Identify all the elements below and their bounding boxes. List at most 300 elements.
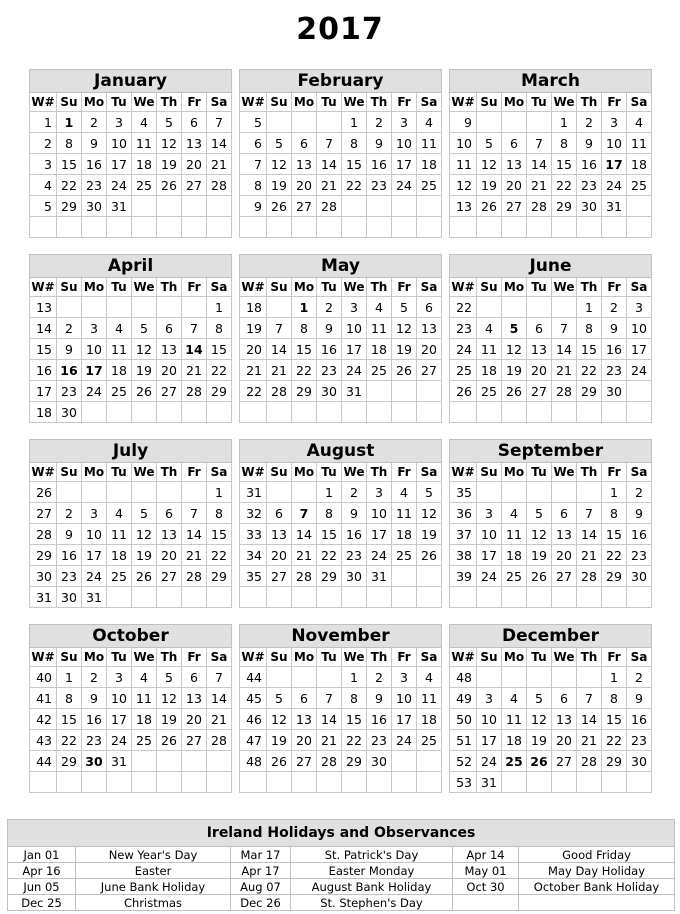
day-cell [157, 482, 182, 503]
holiday-name: Easter [76, 863, 231, 879]
day-cell: 1 [292, 297, 317, 318]
week-row [240, 587, 442, 608]
weekday-header: Mo [82, 93, 107, 112]
day-cell [292, 482, 317, 503]
day-cell: 22 [207, 545, 232, 566]
weekday-header: Th [577, 93, 602, 112]
weekday-header: Su [267, 648, 292, 667]
day-cell: 9 [82, 688, 107, 709]
day-cell: 10 [392, 133, 417, 154]
day-cell: 15 [207, 339, 232, 360]
week-row [30, 381, 232, 402]
day-cell: 7 [527, 133, 552, 154]
day-cell: 8 [317, 503, 342, 524]
day-cell: 23 [82, 730, 107, 751]
day-cell: 9 [342, 503, 367, 524]
weekday-header: W# [240, 463, 267, 482]
holiday-name: May Day Holiday [519, 863, 675, 879]
week-row [240, 217, 442, 238]
day-cell [207, 772, 232, 793]
weekday-header: Su [477, 93, 502, 112]
day-cell [317, 112, 342, 133]
week-number [30, 217, 57, 238]
weekday-header: Mo [292, 93, 317, 112]
holiday-name: June Bank Holiday [76, 879, 231, 895]
week-number [240, 772, 267, 793]
day-cell: 2 [602, 297, 627, 318]
day-cell: 14 [182, 339, 207, 360]
holiday-row [8, 847, 675, 863]
day-cell: 21 [317, 730, 342, 751]
day-cell [392, 196, 417, 217]
day-cell: 16 [627, 524, 652, 545]
day-cell [527, 482, 552, 503]
week-number: 26 [450, 381, 477, 402]
day-cell: 28 [207, 175, 232, 196]
day-cell: 4 [627, 112, 652, 133]
day-cell: 20 [527, 360, 552, 381]
day-cell: 31 [82, 587, 107, 608]
day-cell: 10 [392, 688, 417, 709]
weekday-header: We [132, 463, 157, 482]
week-row [240, 133, 442, 154]
day-cell [502, 587, 527, 608]
day-cell: 1 [577, 297, 602, 318]
day-cell: 5 [527, 688, 552, 709]
week-number: 23 [450, 318, 477, 339]
weekday-header: Su [267, 463, 292, 482]
day-cell [502, 217, 527, 238]
day-cell: 13 [527, 339, 552, 360]
day-cell: 2 [342, 482, 367, 503]
weekday-header: Sa [417, 463, 442, 482]
week-number: 26 [30, 482, 57, 503]
day-cell: 13 [552, 709, 577, 730]
day-cell [317, 402, 342, 423]
day-cell: 14 [292, 524, 317, 545]
day-cell: 28 [577, 751, 602, 772]
holiday-name [519, 895, 675, 911]
day-cell [107, 587, 132, 608]
week-row [450, 566, 652, 587]
week-number: 7 [240, 154, 267, 175]
weekday-header: We [132, 648, 157, 667]
weekday-header: Sa [207, 648, 232, 667]
day-cell [552, 772, 577, 793]
day-cell: 19 [267, 175, 292, 196]
weekday-header: Sa [207, 463, 232, 482]
holiday-name: Good Friday [519, 847, 675, 863]
week-row [30, 482, 232, 503]
week-row [30, 196, 232, 217]
day-cell [207, 402, 232, 423]
day-cell [577, 402, 602, 423]
weekday-header: We [342, 278, 367, 297]
day-cell [317, 772, 342, 793]
day-cell: 13 [502, 154, 527, 175]
day-cell [552, 297, 577, 318]
day-cell: 18 [367, 339, 392, 360]
day-cell [417, 751, 442, 772]
day-cell: 19 [527, 730, 552, 751]
day-cell: 10 [477, 709, 502, 730]
week-number: 17 [30, 381, 57, 402]
week-number: 27 [30, 503, 57, 524]
weekday-header: Th [367, 648, 392, 667]
day-cell: 22 [577, 360, 602, 381]
week-row [450, 360, 652, 381]
day-cell [627, 381, 652, 402]
day-cell: 27 [552, 751, 577, 772]
week-number [450, 217, 477, 238]
day-cell [602, 772, 627, 793]
day-cell [602, 402, 627, 423]
day-cell: 26 [267, 196, 292, 217]
week-row [450, 709, 652, 730]
week-row [30, 154, 232, 175]
day-cell: 26 [417, 545, 442, 566]
weekday-header: Tu [527, 648, 552, 667]
day-cell: 3 [477, 688, 502, 709]
day-cell [367, 217, 392, 238]
day-cell: 8 [57, 133, 82, 154]
day-cell: 20 [552, 730, 577, 751]
day-cell: 12 [527, 709, 552, 730]
weekday-header: Sa [417, 93, 442, 112]
month-name: May [240, 255, 442, 278]
weekday-header: Mo [502, 93, 527, 112]
day-cell: 22 [57, 730, 82, 751]
day-cell: 4 [417, 667, 442, 688]
day-cell: 27 [417, 360, 442, 381]
holiday-name: October Bank Holiday [519, 879, 675, 895]
day-cell [107, 482, 132, 503]
day-cell [267, 772, 292, 793]
weekday-header: W# [240, 93, 267, 112]
day-cell: 7 [577, 688, 602, 709]
week-row [450, 503, 652, 524]
week-number: 5 [240, 112, 267, 133]
week-row [240, 503, 442, 524]
week-number: 52 [450, 751, 477, 772]
day-cell: 6 [157, 503, 182, 524]
day-cell: 29 [342, 751, 367, 772]
weekday-header: Sa [627, 463, 652, 482]
day-cell [317, 217, 342, 238]
weekday-header: W# [30, 93, 57, 112]
day-cell: 14 [317, 709, 342, 730]
day-cell: 31 [342, 381, 367, 402]
day-cell: 14 [552, 339, 577, 360]
day-cell: 27 [292, 751, 317, 772]
day-cell [342, 587, 367, 608]
day-cell: 22 [602, 545, 627, 566]
week-number: 39 [450, 566, 477, 587]
day-cell: 8 [207, 503, 232, 524]
day-cell: 26 [527, 751, 552, 772]
week-row [450, 772, 652, 793]
day-cell: 27 [182, 175, 207, 196]
weekday-header: Sa [417, 648, 442, 667]
week-row [450, 482, 652, 503]
day-cell: 24 [367, 545, 392, 566]
day-cell: 9 [602, 318, 627, 339]
day-cell [182, 196, 207, 217]
day-cell: 21 [207, 709, 232, 730]
day-cell: 16 [577, 154, 602, 175]
day-cell: 6 [182, 112, 207, 133]
day-cell: 20 [292, 175, 317, 196]
day-cell: 9 [367, 688, 392, 709]
day-cell: 7 [577, 503, 602, 524]
week-row [450, 751, 652, 772]
day-cell [57, 297, 82, 318]
day-cell: 7 [317, 133, 342, 154]
month-name: November [240, 625, 442, 648]
day-cell: 4 [367, 297, 392, 318]
day-cell: 26 [157, 730, 182, 751]
day-cell [392, 772, 417, 793]
day-cell: 6 [292, 688, 317, 709]
day-cell: 29 [552, 196, 577, 217]
weekday-header: W# [30, 463, 57, 482]
week-number: 30 [30, 566, 57, 587]
day-cell: 30 [82, 751, 107, 772]
day-cell: 23 [82, 175, 107, 196]
weekday-header: Th [157, 93, 182, 112]
day-cell [627, 217, 652, 238]
day-cell [267, 482, 292, 503]
day-cell: 20 [552, 545, 577, 566]
day-cell: 31 [477, 772, 502, 793]
week-number: 34 [240, 545, 267, 566]
week-row [30, 709, 232, 730]
day-cell: 13 [292, 154, 317, 175]
day-cell: 26 [267, 751, 292, 772]
day-cell: 29 [602, 566, 627, 587]
week-number: 32 [240, 503, 267, 524]
day-cell: 21 [577, 730, 602, 751]
day-cell: 5 [267, 133, 292, 154]
day-cell [502, 667, 527, 688]
day-cell [82, 482, 107, 503]
day-cell: 20 [157, 545, 182, 566]
day-cell: 15 [577, 339, 602, 360]
weekday-header: Tu [317, 463, 342, 482]
day-cell: 24 [627, 360, 652, 381]
day-cell [417, 587, 442, 608]
day-cell: 22 [292, 360, 317, 381]
day-cell [392, 402, 417, 423]
day-cell [417, 566, 442, 587]
day-cell: 26 [392, 360, 417, 381]
day-cell: 19 [132, 545, 157, 566]
day-cell: 25 [367, 360, 392, 381]
day-cell: 27 [157, 381, 182, 402]
day-cell [502, 772, 527, 793]
week-row [450, 402, 652, 423]
day-cell: 24 [392, 175, 417, 196]
week-number: 37 [450, 524, 477, 545]
day-cell: 9 [317, 318, 342, 339]
week-row [30, 751, 232, 772]
day-cell: 25 [392, 545, 417, 566]
day-cell: 23 [627, 730, 652, 751]
week-row [240, 524, 442, 545]
week-row [30, 318, 232, 339]
day-cell: 17 [477, 730, 502, 751]
day-cell: 23 [317, 360, 342, 381]
day-cell [267, 402, 292, 423]
day-cell [182, 772, 207, 793]
day-cell [82, 217, 107, 238]
week-row [240, 545, 442, 566]
day-cell [627, 196, 652, 217]
day-cell: 25 [627, 175, 652, 196]
day-cell: 30 [577, 196, 602, 217]
day-cell [527, 587, 552, 608]
week-row [450, 381, 652, 402]
month-name: March [450, 70, 652, 93]
day-cell: 13 [157, 339, 182, 360]
weekday-header: Fr [392, 463, 417, 482]
day-cell: 18 [502, 730, 527, 751]
day-cell: 21 [527, 175, 552, 196]
weekday-header: Fr [182, 648, 207, 667]
day-cell: 8 [292, 318, 317, 339]
day-cell: 14 [527, 154, 552, 175]
holiday-date: Oct 30 [453, 879, 519, 895]
day-cell: 8 [57, 688, 82, 709]
day-cell: 22 [602, 730, 627, 751]
holiday-row [8, 863, 675, 879]
weekday-header: Tu [107, 463, 132, 482]
day-cell: 1 [342, 667, 367, 688]
day-cell: 20 [182, 154, 207, 175]
day-cell: 18 [132, 154, 157, 175]
day-cell: 9 [577, 133, 602, 154]
weekday-header: Tu [107, 93, 132, 112]
day-cell: 25 [417, 730, 442, 751]
day-cell: 10 [477, 524, 502, 545]
week-row [450, 524, 652, 545]
holiday-name: August Bank Holiday [291, 879, 453, 895]
day-cell: 9 [627, 688, 652, 709]
day-cell: 8 [602, 503, 627, 524]
day-cell [57, 482, 82, 503]
day-cell [602, 217, 627, 238]
day-cell [367, 196, 392, 217]
day-cell [502, 297, 527, 318]
holiday-name: Christmas [76, 895, 231, 911]
day-cell: 30 [627, 566, 652, 587]
day-cell: 5 [477, 133, 502, 154]
day-cell: 12 [267, 709, 292, 730]
day-cell: 17 [602, 154, 627, 175]
day-cell: 16 [317, 339, 342, 360]
day-cell [527, 772, 552, 793]
week-row [450, 297, 652, 318]
day-cell: 19 [132, 360, 157, 381]
weekday-header: Su [477, 463, 502, 482]
day-cell: 4 [392, 482, 417, 503]
day-cell: 22 [317, 545, 342, 566]
month-name: July [30, 440, 232, 463]
holiday-date: Apr 14 [453, 847, 519, 863]
week-number: 2 [30, 133, 57, 154]
day-cell: 5 [267, 688, 292, 709]
day-cell: 18 [417, 709, 442, 730]
day-cell: 19 [157, 154, 182, 175]
day-cell: 7 [292, 503, 317, 524]
day-cell: 6 [292, 133, 317, 154]
day-cell: 18 [107, 545, 132, 566]
day-cell: 10 [107, 688, 132, 709]
day-cell: 24 [107, 175, 132, 196]
day-cell: 28 [552, 381, 577, 402]
day-cell: 27 [157, 566, 182, 587]
day-cell: 5 [132, 503, 157, 524]
week-number: 11 [450, 154, 477, 175]
week-row [240, 297, 442, 318]
day-cell: 18 [107, 360, 132, 381]
day-cell: 14 [267, 339, 292, 360]
day-cell: 3 [392, 667, 417, 688]
day-cell [57, 217, 82, 238]
day-cell: 23 [57, 381, 82, 402]
day-cell [132, 482, 157, 503]
day-cell [602, 587, 627, 608]
day-cell [477, 482, 502, 503]
day-cell: 23 [342, 545, 367, 566]
week-number: 29 [30, 545, 57, 566]
day-cell [417, 381, 442, 402]
day-cell: 10 [107, 133, 132, 154]
week-row [30, 587, 232, 608]
day-cell: 6 [267, 503, 292, 524]
day-cell [417, 217, 442, 238]
week-number [240, 587, 267, 608]
week-number: 33 [240, 524, 267, 545]
day-cell: 31 [107, 196, 132, 217]
day-cell [267, 217, 292, 238]
day-cell: 11 [417, 688, 442, 709]
day-cell [417, 772, 442, 793]
weekday-header: Fr [182, 93, 207, 112]
day-cell: 12 [502, 339, 527, 360]
day-cell: 16 [57, 360, 82, 381]
holiday-date: Dec 25 [8, 895, 76, 911]
week-row [30, 339, 232, 360]
day-cell: 7 [182, 503, 207, 524]
week-row [240, 667, 442, 688]
weekday-header: We [342, 93, 367, 112]
day-cell: 7 [207, 112, 232, 133]
day-cell: 6 [502, 133, 527, 154]
day-cell: 12 [132, 339, 157, 360]
day-cell: 3 [627, 297, 652, 318]
week-number: 13 [30, 297, 57, 318]
week-row [30, 133, 232, 154]
weekday-header: Su [477, 278, 502, 297]
day-cell: 1 [552, 112, 577, 133]
day-cell: 3 [82, 318, 107, 339]
day-cell: 25 [502, 566, 527, 587]
day-cell: 2 [82, 667, 107, 688]
day-cell: 18 [132, 709, 157, 730]
day-cell: 19 [477, 175, 502, 196]
week-row [450, 112, 652, 133]
